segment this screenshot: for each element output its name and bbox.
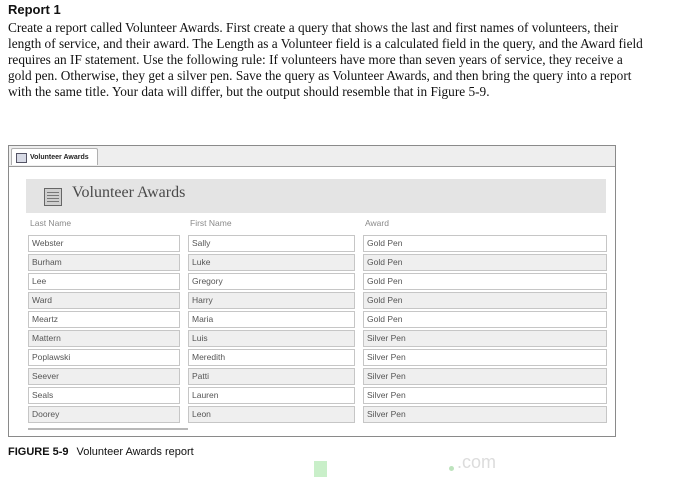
award-cell[interactable]: Silver Pen <box>363 387 607 404</box>
award-cell[interactable]: Gold Pen <box>363 311 607 328</box>
report-header <box>26 179 606 213</box>
column-header-last-name: Last Name <box>30 218 72 228</box>
first-name-cell[interactable]: Maria <box>188 311 355 328</box>
award-cell[interactable]: Silver Pen <box>363 330 607 347</box>
award-cell[interactable]: Gold Pen <box>363 273 607 290</box>
first-name-cell[interactable]: Lauren <box>188 387 355 404</box>
section-heading: Report 1 <box>8 2 61 17</box>
document-tab-strip <box>9 146 615 167</box>
report-window <box>8 145 616 437</box>
award-cell[interactable]: Gold Pen <box>363 254 607 271</box>
first-name-cell[interactable]: Meredith <box>188 349 355 366</box>
watermark-block <box>314 461 327 477</box>
first-name-cell[interactable]: Luis <box>188 330 355 347</box>
last-name-cell[interactable]: Seever <box>28 368 180 385</box>
first-name-cell[interactable]: Sally <box>188 235 355 252</box>
last-name-cell[interactable]: Meartz <box>28 311 180 328</box>
report-tab[interactable] <box>11 148 98 165</box>
figure-label: FIGURE 5-9 <box>8 446 69 458</box>
figure-caption <box>8 446 194 458</box>
first-name-cell[interactable]: Luke <box>188 254 355 271</box>
column-header-first-name: First Name <box>190 218 232 228</box>
column-header-award: Award <box>365 218 389 228</box>
watermark-text: .com <box>457 452 497 472</box>
last-name-cell[interactable]: Poplawski <box>28 349 180 366</box>
report-icon <box>44 188 62 206</box>
report-tab-icon <box>16 153 27 163</box>
last-name-cell[interactable]: Webster <box>28 235 180 252</box>
last-name-cell[interactable]: Ward <box>28 292 180 309</box>
last-name-cell[interactable]: Burham <box>28 254 180 271</box>
first-name-cell[interactable]: Patti <box>188 368 355 385</box>
figure-caption-text: Volunteer Awards report <box>76 446 194 458</box>
award-cell[interactable]: Silver Pen <box>363 406 607 423</box>
award-cell[interactable]: Gold Pen <box>363 235 607 252</box>
last-name-cell[interactable]: Seals <box>28 387 180 404</box>
report-title: Volunteer Awards <box>72 184 186 201</box>
report-tab-label: Volunteer Awards <box>30 154 89 161</box>
award-cell[interactable]: Gold Pen <box>363 292 607 309</box>
first-name-cell[interactable]: Gregory <box>188 273 355 290</box>
first-name-cell[interactable]: Harry <box>188 292 355 309</box>
watermark-dot <box>449 466 454 471</box>
award-cell[interactable]: Silver Pen <box>363 368 607 385</box>
last-name-cell[interactable]: Lee <box>28 273 180 290</box>
instructions-paragraph: Create a report called Volunteer Awards. First create a query that shows the last and first names of volunteers, their length of service, and their award. The Length as a Volunteer field is a calculated field in the query, and the Award field requires an IF statement. Use the following rule: If volunteers have more than seven years of service, they receive a gold pen. Otherwise, they get a silver pen. Save the query as Volunteer Awards, and then bring the query into a report with the same title. Your data will differ, but the output should resemble that in Figure 5-9. <box>8 20 643 99</box>
award-cell[interactable]: Silver Pen <box>363 349 607 366</box>
first-name-cell[interactable]: Leon <box>188 406 355 423</box>
horizontal-scrollbar[interactable] <box>28 428 188 430</box>
last-name-cell[interactable]: Mattern <box>28 330 180 347</box>
last-name-cell[interactable]: Doorey <box>28 406 180 423</box>
